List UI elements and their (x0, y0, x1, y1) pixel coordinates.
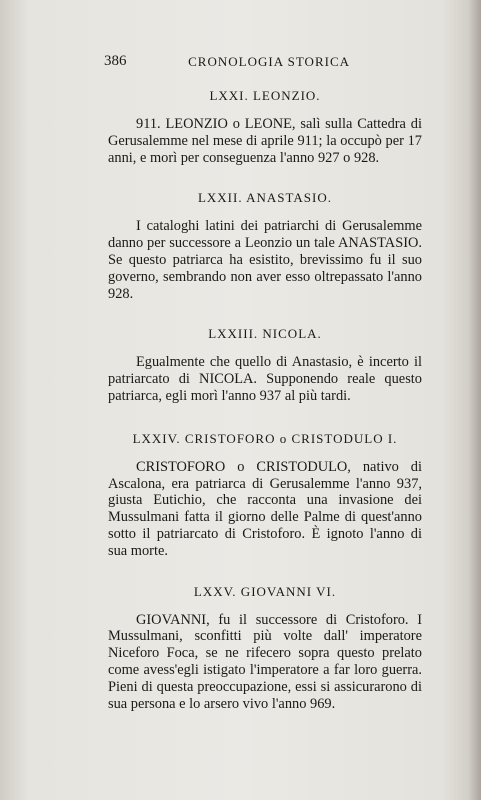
section-title: LXXIII. NICOLA. (208, 326, 322, 342)
section-nicola (108, 326, 422, 404)
page-edge (467, 0, 481, 800)
section-body: 911. LEONZIO o LEONE, salì sulla Cattedra di Gerusalemme nel mese di aprile 911; la occupò per 17 anni, e morì per conseguenza l'anno 927 o 928. (108, 116, 422, 166)
section-anastasio (108, 190, 422, 302)
section-cristoforo (108, 431, 422, 560)
section-title: LXXIV. CRISTOFORO o CRISTODULO I. (132, 430, 398, 446)
section-body: CRISTOFORO o CRISTODULO, nativo di Ascalona, era patriarca di Gerusalemme l'anno 937, giusta Eutichio, che racconta una invasione dei Mussulmani fatta il giorno delle Palme di quest'anno sotto il patriarcato di Cristoforo. È ignoto l'anno di sua morte. (108, 458, 422, 559)
section-body: GIOVANNI, fu il successore di Cristoforo. I Mussulmani, sconfitti più volte dall' imperatore Niceforo Foca, se ne rifecero sopra questo prelato come avess'egli istigato l'imperatore a far loro guerra. Pieni di questa preoccupazione, essi si assicurarono di sua persona e lo arsero vivo l'anno 969. (108, 611, 422, 712)
page-header (104, 53, 350, 71)
section-title: LXXV. GIOVANNI VI. (193, 583, 337, 599)
page-content (108, 88, 422, 712)
section-giovanni (108, 584, 422, 713)
section-title: LXXII. ANASTASIO. (197, 190, 333, 206)
running-title: CRONOLOGIA STORICA (188, 54, 350, 69)
section-title: LXXI. LEONZIO. (209, 88, 321, 103)
page-number: 386 (104, 53, 127, 69)
section-leonzio (108, 88, 422, 166)
section-body: I cataloghi latini dei patriarchi di Gerusalemme danno per successore a Leonzio un tale ANASTASIO. Se questo patriarca ha esistito, brevissimo fu il suo governo, sembrando non aver esso oltrepassato l'anno 928. (108, 218, 422, 302)
section-body: Egualmente che quello di Anastasio, è incerto il patriarcato di NICOLA. Supponendo reale questo patriarca, egli morì l'anno 937 al più tardi. (108, 354, 422, 404)
